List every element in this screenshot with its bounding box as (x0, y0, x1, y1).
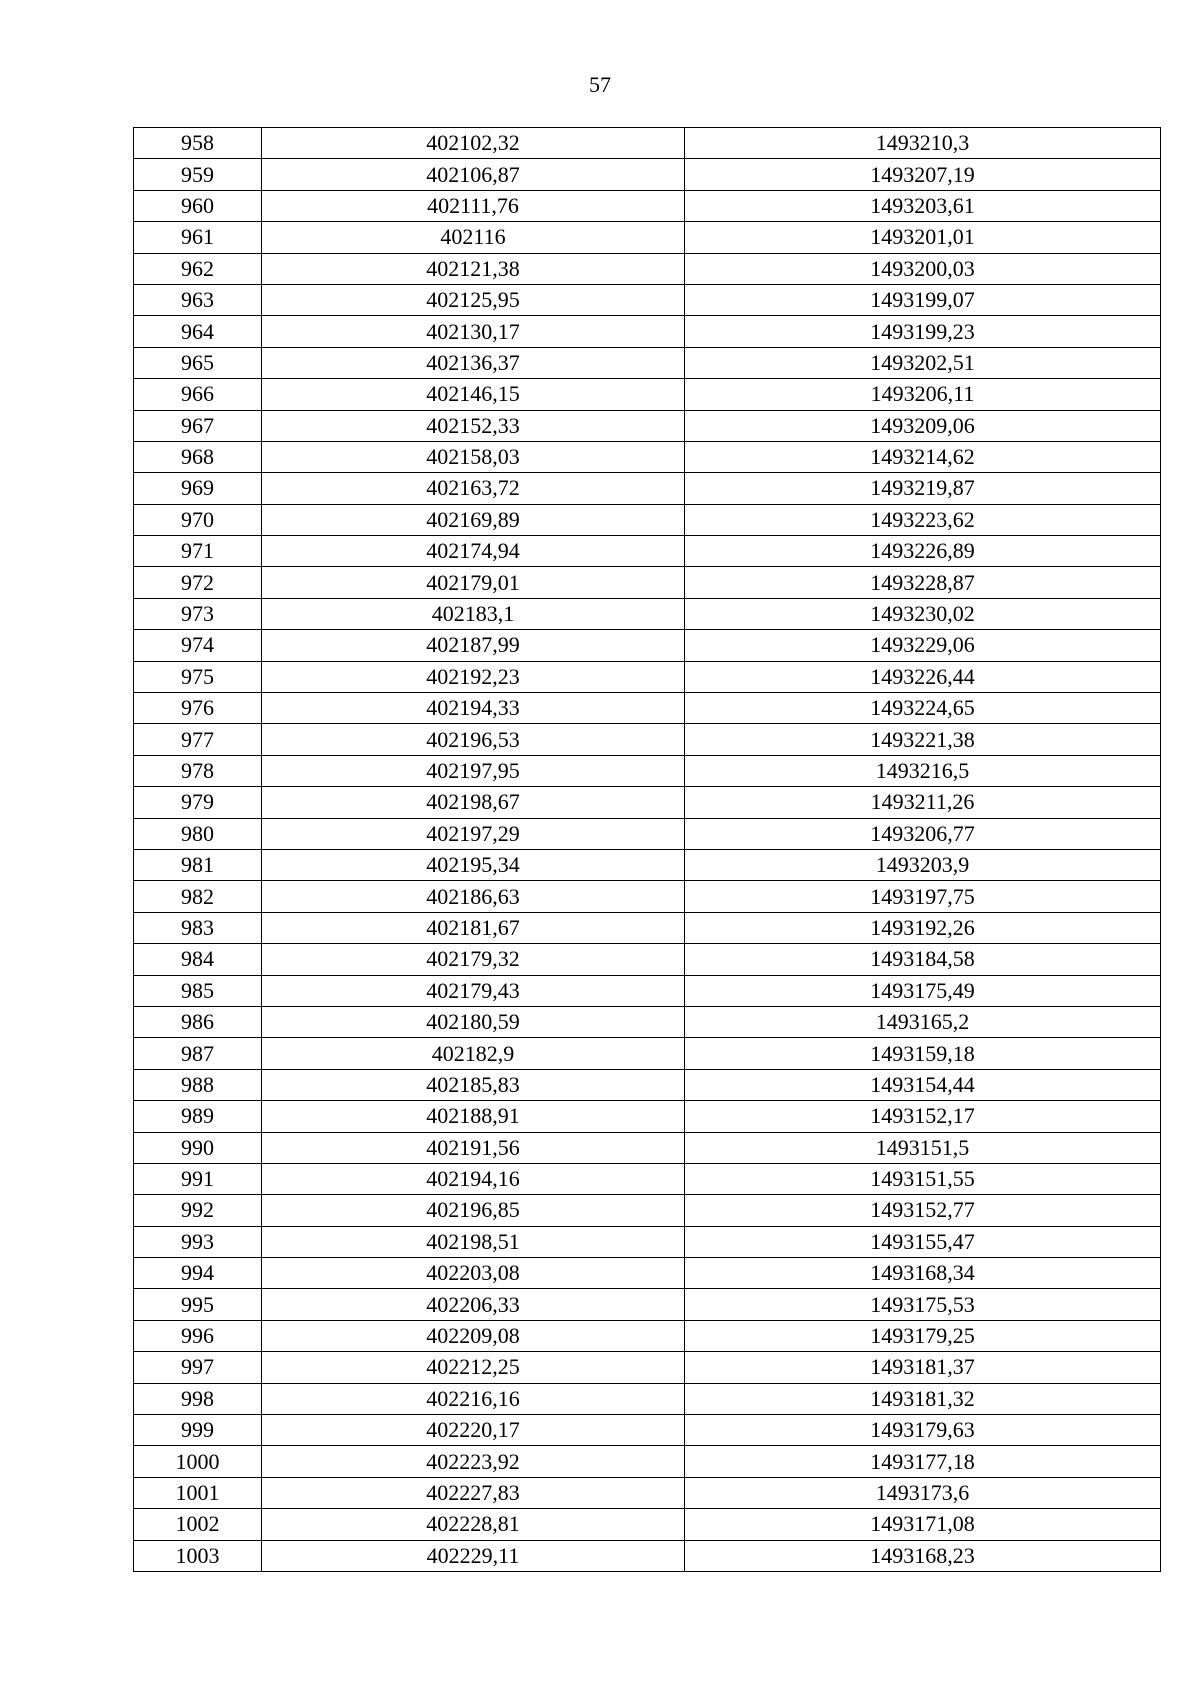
x-coordinate-cell: 402203,08 (262, 1258, 685, 1289)
table-row (134, 1383, 1161, 1414)
x-coordinate-cell: 402163,72 (262, 473, 685, 504)
point-number-cell: 976 (134, 693, 262, 724)
y-coordinate-cell: 1493184,58 (685, 944, 1161, 975)
y-coordinate-cell: 1493229,06 (685, 630, 1161, 661)
y-coordinate-cell: 1493192,26 (685, 912, 1161, 943)
y-coordinate-cell: 1493201,01 (685, 222, 1161, 253)
table-row (134, 818, 1161, 849)
table-row (134, 316, 1161, 347)
point-number-cell: 974 (134, 630, 262, 661)
table-row (134, 912, 1161, 943)
x-coordinate-cell: 402197,95 (262, 755, 685, 786)
point-number-cell: 994 (134, 1258, 262, 1289)
point-number-cell: 999 (134, 1415, 262, 1446)
y-coordinate-cell: 1493216,5 (685, 755, 1161, 786)
x-coordinate-cell: 402196,53 (262, 724, 685, 755)
coordinates-table-body (134, 128, 1161, 1572)
x-coordinate-cell: 402194,33 (262, 693, 685, 724)
x-coordinate-cell: 402111,76 (262, 190, 685, 221)
x-coordinate-cell: 402223,92 (262, 1446, 685, 1477)
y-coordinate-cell: 1493203,9 (685, 849, 1161, 880)
point-number-cell: 960 (134, 190, 262, 221)
point-number-cell: 991 (134, 1163, 262, 1194)
x-coordinate-cell: 402169,89 (262, 504, 685, 535)
table-row (134, 567, 1161, 598)
y-coordinate-cell: 1493165,2 (685, 1006, 1161, 1037)
table-row (134, 724, 1161, 755)
y-coordinate-cell: 1493173,6 (685, 1477, 1161, 1508)
table-row (134, 441, 1161, 472)
x-coordinate-cell: 402179,32 (262, 944, 685, 975)
table-row (134, 975, 1161, 1006)
y-coordinate-cell: 1493155,47 (685, 1226, 1161, 1257)
y-coordinate-cell: 1493179,63 (685, 1415, 1161, 1446)
y-coordinate-cell: 1493206,11 (685, 379, 1161, 410)
table-row (134, 1289, 1161, 1320)
point-number-cell: 958 (134, 128, 262, 159)
table-row (134, 222, 1161, 253)
x-coordinate-cell: 402136,37 (262, 347, 685, 378)
point-number-cell: 989 (134, 1101, 262, 1132)
table-row (134, 1320, 1161, 1351)
point-number-cell: 970 (134, 504, 262, 535)
point-number-cell: 975 (134, 661, 262, 692)
point-number-cell: 959 (134, 159, 262, 190)
table-row (134, 379, 1161, 410)
table-row (134, 661, 1161, 692)
point-number-cell: 990 (134, 1132, 262, 1163)
table-row (134, 159, 1161, 190)
table-row (134, 755, 1161, 786)
table-row (134, 504, 1161, 535)
point-number-cell: 1002 (134, 1509, 262, 1540)
x-coordinate-cell: 402229,11 (262, 1540, 685, 1571)
x-coordinate-cell: 402102,32 (262, 128, 685, 159)
point-number-cell: 965 (134, 347, 262, 378)
point-number-cell: 997 (134, 1352, 262, 1383)
x-coordinate-cell: 402174,94 (262, 536, 685, 567)
y-coordinate-cell: 1493226,44 (685, 661, 1161, 692)
table-row (134, 1038, 1161, 1069)
x-coordinate-cell: 402198,67 (262, 787, 685, 818)
x-coordinate-cell: 402228,81 (262, 1509, 685, 1540)
y-coordinate-cell: 1493224,65 (685, 693, 1161, 724)
table-row (134, 1352, 1161, 1383)
y-coordinate-cell: 1493175,53 (685, 1289, 1161, 1320)
y-coordinate-cell: 1493168,34 (685, 1258, 1161, 1289)
y-coordinate-cell: 1493199,07 (685, 284, 1161, 315)
table-row (134, 1415, 1161, 1446)
point-number-cell: 963 (134, 284, 262, 315)
x-coordinate-cell: 402209,08 (262, 1320, 685, 1351)
y-coordinate-cell: 1493154,44 (685, 1069, 1161, 1100)
point-number-cell: 996 (134, 1320, 262, 1351)
point-number-cell: 969 (134, 473, 262, 504)
table-row (134, 598, 1161, 629)
point-number-cell: 967 (134, 410, 262, 441)
y-coordinate-cell: 1493214,62 (685, 441, 1161, 472)
point-number-cell: 961 (134, 222, 262, 253)
x-coordinate-cell: 402179,43 (262, 975, 685, 1006)
table-row (134, 253, 1161, 284)
y-coordinate-cell: 1493230,02 (685, 598, 1161, 629)
point-number-cell: 995 (134, 1289, 262, 1320)
point-number-cell: 977 (134, 724, 262, 755)
point-number-cell: 968 (134, 441, 262, 472)
x-coordinate-cell: 402197,29 (262, 818, 685, 849)
point-number-cell: 998 (134, 1383, 262, 1414)
point-number-cell: 1000 (134, 1446, 262, 1477)
x-coordinate-cell: 402106,87 (262, 159, 685, 190)
table-row (134, 1069, 1161, 1100)
x-coordinate-cell: 402180,59 (262, 1006, 685, 1037)
point-number-cell: 979 (134, 787, 262, 818)
x-coordinate-cell: 402216,16 (262, 1383, 685, 1414)
y-coordinate-cell: 1493209,06 (685, 410, 1161, 441)
table-row (134, 1101, 1161, 1132)
x-coordinate-cell: 402158,03 (262, 441, 685, 472)
table-row (134, 630, 1161, 661)
x-coordinate-cell: 402191,56 (262, 1132, 685, 1163)
table-row (134, 849, 1161, 880)
point-number-cell: 962 (134, 253, 262, 284)
y-coordinate-cell: 1493221,38 (685, 724, 1161, 755)
y-coordinate-cell: 1493152,17 (685, 1101, 1161, 1132)
point-number-cell: 971 (134, 536, 262, 567)
point-number-cell: 973 (134, 598, 262, 629)
x-coordinate-cell: 402192,23 (262, 661, 685, 692)
table-row (134, 1006, 1161, 1037)
x-coordinate-cell: 402183,1 (262, 598, 685, 629)
table-row (134, 693, 1161, 724)
table-row (134, 1226, 1161, 1257)
point-number-cell: 986 (134, 1006, 262, 1037)
point-number-cell: 964 (134, 316, 262, 347)
table-row (134, 1132, 1161, 1163)
y-coordinate-cell: 1493206,77 (685, 818, 1161, 849)
table-row (134, 128, 1161, 159)
table-row (134, 944, 1161, 975)
x-coordinate-cell: 402188,91 (262, 1101, 685, 1132)
y-coordinate-cell: 1493179,25 (685, 1320, 1161, 1351)
table-row (134, 190, 1161, 221)
point-number-cell: 978 (134, 755, 262, 786)
point-number-cell: 983 (134, 912, 262, 943)
y-coordinate-cell: 1493219,87 (685, 473, 1161, 504)
y-coordinate-cell: 1493151,5 (685, 1132, 1161, 1163)
y-coordinate-cell: 1493223,62 (685, 504, 1161, 535)
table-row (134, 1477, 1161, 1508)
x-coordinate-cell: 402182,9 (262, 1038, 685, 1069)
table-row (134, 473, 1161, 504)
y-coordinate-cell: 1493151,55 (685, 1163, 1161, 1194)
x-coordinate-cell: 402227,83 (262, 1477, 685, 1508)
table-row (134, 1446, 1161, 1477)
point-number-cell: 984 (134, 944, 262, 975)
table-row (134, 1195, 1161, 1226)
table-row (134, 1540, 1161, 1571)
x-coordinate-cell: 402198,51 (262, 1226, 685, 1257)
y-coordinate-cell: 1493203,61 (685, 190, 1161, 221)
x-coordinate-cell: 402220,17 (262, 1415, 685, 1446)
y-coordinate-cell: 1493159,18 (685, 1038, 1161, 1069)
x-coordinate-cell: 402130,17 (262, 316, 685, 347)
point-number-cell: 988 (134, 1069, 262, 1100)
y-coordinate-cell: 1493226,89 (685, 536, 1161, 567)
y-coordinate-cell: 1493211,26 (685, 787, 1161, 818)
x-coordinate-cell: 402185,83 (262, 1069, 685, 1100)
x-coordinate-cell: 402194,16 (262, 1163, 685, 1194)
x-coordinate-cell: 402121,38 (262, 253, 685, 284)
page-number: 57 (589, 72, 611, 97)
point-number-cell: 972 (134, 567, 262, 598)
table-row (134, 1258, 1161, 1289)
x-coordinate-cell: 402186,63 (262, 881, 685, 912)
table-row (134, 1509, 1161, 1540)
x-coordinate-cell: 402116 (262, 222, 685, 253)
point-number-cell: 982 (134, 881, 262, 912)
coordinates-table (133, 127, 1161, 1572)
table-row (134, 1163, 1161, 1194)
point-number-cell: 1003 (134, 1540, 262, 1571)
point-number-cell: 981 (134, 849, 262, 880)
table-row (134, 881, 1161, 912)
y-coordinate-cell: 1493181,37 (685, 1352, 1161, 1383)
x-coordinate-cell: 402187,99 (262, 630, 685, 661)
point-number-cell: 987 (134, 1038, 262, 1069)
y-coordinate-cell: 1493207,19 (685, 159, 1161, 190)
point-number-cell: 985 (134, 975, 262, 1006)
y-coordinate-cell: 1493210,3 (685, 128, 1161, 159)
x-coordinate-cell: 402146,15 (262, 379, 685, 410)
table-row (134, 347, 1161, 378)
y-coordinate-cell: 1493199,23 (685, 316, 1161, 347)
x-coordinate-cell: 402179,01 (262, 567, 685, 598)
x-coordinate-cell: 402196,85 (262, 1195, 685, 1226)
table-row (134, 787, 1161, 818)
y-coordinate-cell: 1493177,18 (685, 1446, 1161, 1477)
y-coordinate-cell: 1493168,23 (685, 1540, 1161, 1571)
x-coordinate-cell: 402206,33 (262, 1289, 685, 1320)
y-coordinate-cell: 1493197,75 (685, 881, 1161, 912)
table-row (134, 284, 1161, 315)
y-coordinate-cell: 1493200,03 (685, 253, 1161, 284)
x-coordinate-cell: 402195,34 (262, 849, 685, 880)
point-number-cell: 1001 (134, 1477, 262, 1508)
point-number-cell: 966 (134, 379, 262, 410)
y-coordinate-cell: 1493152,77 (685, 1195, 1161, 1226)
y-coordinate-cell: 1493175,49 (685, 975, 1161, 1006)
x-coordinate-cell: 402181,67 (262, 912, 685, 943)
point-number-cell: 980 (134, 818, 262, 849)
point-number-cell: 993 (134, 1226, 262, 1257)
table-row (134, 536, 1161, 567)
x-coordinate-cell: 402125,95 (262, 284, 685, 315)
y-coordinate-cell: 1493202,51 (685, 347, 1161, 378)
x-coordinate-cell: 402212,25 (262, 1352, 685, 1383)
y-coordinate-cell: 1493181,32 (685, 1383, 1161, 1414)
table-row (134, 410, 1161, 441)
y-coordinate-cell: 1493228,87 (685, 567, 1161, 598)
y-coordinate-cell: 1493171,08 (685, 1509, 1161, 1540)
point-number-cell: 992 (134, 1195, 262, 1226)
x-coordinate-cell: 402152,33 (262, 410, 685, 441)
